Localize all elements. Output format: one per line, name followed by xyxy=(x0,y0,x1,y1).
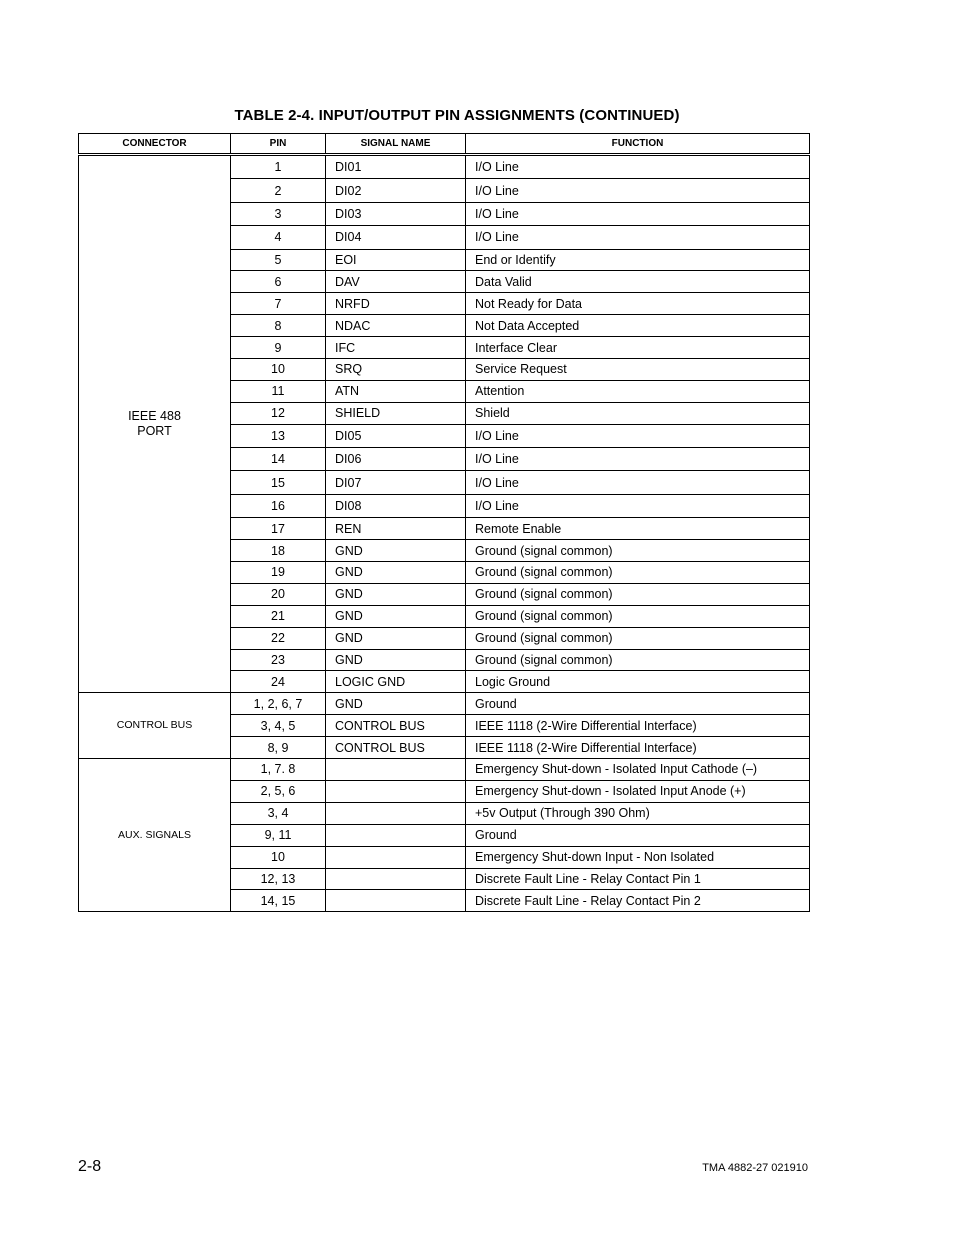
table-row xyxy=(79,693,810,715)
function-cell: Ground (signal common) xyxy=(466,583,810,605)
function-cell: Emergency Shut-down - Isolated Input Anode (+) xyxy=(466,780,810,802)
pin-cell: 16 xyxy=(231,494,326,517)
function-cell: Shield xyxy=(466,402,810,424)
pin-cell: 8, 9 xyxy=(231,737,326,759)
connector-cell xyxy=(79,155,231,693)
function-cell: I/O Line xyxy=(466,226,810,249)
signal-cell: DAV xyxy=(326,271,466,293)
function-cell: I/O Line xyxy=(466,155,810,179)
header-pin: PIN xyxy=(231,134,326,155)
pin-cell: 5 xyxy=(231,249,326,271)
signal-cell: EOI xyxy=(326,249,466,271)
signal-cell: GND xyxy=(326,627,466,649)
signal-cell: DI02 xyxy=(326,179,466,202)
signal-cell: GND xyxy=(326,649,466,671)
signal-cell: GND xyxy=(326,693,466,715)
function-cell: Ground (signal common) xyxy=(466,540,810,562)
signal-cell xyxy=(326,824,466,846)
pin-cell: 2 xyxy=(231,179,326,202)
function-cell: Discrete Fault Line - Relay Contact Pin 2 xyxy=(466,890,810,912)
function-cell: I/O Line xyxy=(466,471,810,494)
signal-cell: DI08 xyxy=(326,494,466,517)
pin-cell: 14 xyxy=(231,448,326,471)
pin-cell: 12, 13 xyxy=(231,868,326,890)
signal-cell: DI07 xyxy=(326,471,466,494)
function-cell: +5v Output (Through 390 Ohm) xyxy=(466,802,810,824)
pin-cell: 15 xyxy=(231,471,326,494)
connector-label: IEEE 488 xyxy=(128,409,181,424)
pin-cell: 17 xyxy=(231,518,326,540)
function-cell: IEEE 1118 (2-Wire Differential Interface) xyxy=(466,715,810,737)
signal-cell xyxy=(326,780,466,802)
page-number: 2-8 xyxy=(78,1158,102,1175)
pin-cell: 2, 5, 6 xyxy=(231,780,326,802)
signal-cell: LOGIC GND xyxy=(326,671,466,693)
header-function: FUNCTION xyxy=(466,134,810,155)
pin-cell: 10 xyxy=(231,359,326,381)
signal-cell xyxy=(326,759,466,781)
signal-cell: CONTROL BUS xyxy=(326,715,466,737)
signal-cell: DI03 xyxy=(326,202,466,225)
pin-cell: 6 xyxy=(231,271,326,293)
signal-cell: GND xyxy=(326,583,466,605)
header-row xyxy=(79,134,810,155)
function-cell: Data Valid xyxy=(466,271,810,293)
connector-label: AUX. SIGNALS xyxy=(118,828,191,841)
function-cell: IEEE 1118 (2-Wire Differential Interface) xyxy=(466,737,810,759)
pin-cell: 7 xyxy=(231,293,326,315)
pin-assignments-table xyxy=(78,133,810,912)
function-cell: Not Data Accepted xyxy=(466,315,810,337)
pin-cell: 1, 2, 6, 7 xyxy=(231,693,326,715)
function-cell: Remote Enable xyxy=(466,518,810,540)
connector-cell xyxy=(79,693,231,759)
table-title: TABLE 2-4. INPUT/OUTPUT PIN ASSIGNMENTS (CONTINUED) xyxy=(234,107,680,124)
function-cell: Emergency Shut-down - Isolated Input Cathode (–) xyxy=(466,759,810,781)
pin-cell: 10 xyxy=(231,846,326,868)
connector-label: PORT xyxy=(137,424,172,439)
pin-cell: 24 xyxy=(231,671,326,693)
table-row xyxy=(79,155,810,179)
signal-cell: GND xyxy=(326,540,466,562)
function-cell: Service Request xyxy=(466,359,810,381)
signal-cell: NRFD xyxy=(326,293,466,315)
pin-cell: 1 xyxy=(231,155,326,179)
pin-cell: 8 xyxy=(231,315,326,337)
function-cell: Discrete Fault Line - Relay Contact Pin 1 xyxy=(466,868,810,890)
signal-cell: GND xyxy=(326,605,466,627)
pin-cell: 22 xyxy=(231,627,326,649)
function-cell: Attention xyxy=(466,380,810,402)
pin-cell: 1, 7. 8 xyxy=(231,759,326,781)
pin-cell: 18 xyxy=(231,540,326,562)
pin-cell: 11 xyxy=(231,380,326,402)
connector-label: CONTROL BUS xyxy=(116,719,193,732)
signal-cell: IFC xyxy=(326,337,466,359)
function-cell: I/O Line xyxy=(466,494,810,517)
pin-cell: 14, 15 xyxy=(231,890,326,912)
signal-cell: DI05 xyxy=(326,424,466,447)
function-cell: Ground (signal common) xyxy=(466,562,810,584)
function-cell: Ground xyxy=(466,824,810,846)
function-cell: Ground (signal common) xyxy=(466,627,810,649)
signal-cell: GND xyxy=(326,562,466,584)
table-body xyxy=(79,155,810,912)
signal-cell: DI06 xyxy=(326,448,466,471)
signal-cell: SRQ xyxy=(326,359,466,381)
pin-cell: 13 xyxy=(231,424,326,447)
function-cell: Ground xyxy=(466,693,810,715)
pin-cell: 9 xyxy=(231,337,326,359)
signal-cell: SHIELD xyxy=(326,402,466,424)
signal-cell: ATN xyxy=(326,380,466,402)
function-cell: End or Identify xyxy=(466,249,810,271)
signal-cell: CONTROL BUS xyxy=(326,737,466,759)
signal-cell: REN xyxy=(326,518,466,540)
pin-cell: 4 xyxy=(231,226,326,249)
pin-cell: 21 xyxy=(231,605,326,627)
pin-cell: 20 xyxy=(231,583,326,605)
function-cell: I/O Line xyxy=(466,179,810,202)
pin-cell: 3 xyxy=(231,202,326,225)
function-cell: I/O Line xyxy=(466,424,810,447)
function-cell: I/O Line xyxy=(466,202,810,225)
pin-cell: 3, 4 xyxy=(231,802,326,824)
table-row xyxy=(79,759,810,781)
function-cell: Logic Ground xyxy=(466,671,810,693)
signal-cell: DI01 xyxy=(326,155,466,179)
pin-cell: 3, 4, 5 xyxy=(231,715,326,737)
signal-cell xyxy=(326,890,466,912)
function-cell: I/O Line xyxy=(466,448,810,471)
signal-cell xyxy=(326,868,466,890)
function-cell: Interface Clear xyxy=(466,337,810,359)
document-id: TMA 4882-27 021910 xyxy=(702,1162,808,1174)
pin-cell: 19 xyxy=(231,562,326,584)
signal-cell xyxy=(326,846,466,868)
pin-cell: 12 xyxy=(231,402,326,424)
function-cell: Not Ready for Data xyxy=(466,293,810,315)
function-cell: Emergency Shut-down Input - Non Isolated xyxy=(466,846,810,868)
pin-cell: 9, 11 xyxy=(231,824,326,846)
signal-cell xyxy=(326,802,466,824)
pin-cell: 23 xyxy=(231,649,326,671)
header-signal-name: SIGNAL NAME xyxy=(326,134,466,155)
signal-cell: DI04 xyxy=(326,226,466,249)
function-cell: Ground (signal common) xyxy=(466,605,810,627)
header-connector: CONNECTOR xyxy=(79,134,231,155)
signal-cell: NDAC xyxy=(326,315,466,337)
function-cell: Ground (signal common) xyxy=(466,649,810,671)
connector-cell xyxy=(79,759,231,912)
